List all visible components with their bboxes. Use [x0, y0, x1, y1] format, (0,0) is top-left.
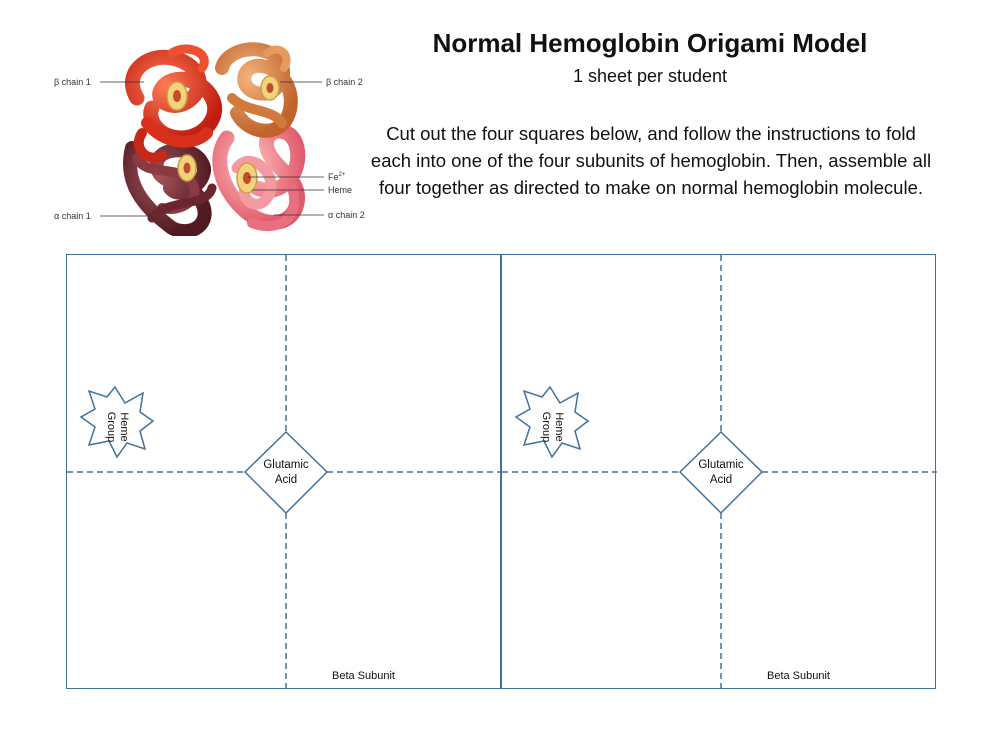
alpha-chain-1-shape	[130, 148, 212, 231]
fe-label-text: Fe	[328, 172, 339, 182]
cutout-square-2	[501, 254, 936, 689]
alpha-chain-2-shape	[220, 131, 298, 226]
instructions-text: Cut out the four squares below, and follow the instructions to fold each into one of the four subunits of hemoglobin. Then, assemble all four together as directed to make on normal hemoglobin molecule.	[370, 123, 932, 198]
fe-label	[328, 172, 346, 182]
beta-chain-1-label: β chain 1	[54, 77, 91, 87]
heme-group-label: Heme Group	[540, 411, 565, 443]
alpha-chain-1-label: α chain 1	[54, 211, 91, 221]
heme-label: Heme	[328, 185, 353, 195]
beta-chain-2-shape	[222, 49, 291, 130]
beta-chain-2-label: β chain 2	[326, 77, 363, 87]
alpha-chain-2-label: α chain 2	[328, 210, 365, 220]
glutamic-acid-label: Glutamic Acid	[698, 459, 744, 486]
cutout-square-1	[66, 254, 501, 689]
glutamic-acid-label: Glutamic Acid	[263, 459, 309, 486]
beta-subunit-label: Beta Subunit	[767, 670, 830, 682]
fe-superscript: 2+	[338, 172, 346, 178]
page-title: Normal Hemoglobin Origami Model	[432, 28, 868, 58]
hemoglobin-illustration	[52, 38, 374, 236]
page-subtitle: 1 sheet per student	[572, 66, 728, 86]
beta-subunit-label: Beta Subunit	[332, 670, 395, 682]
hemoglobin-structure-image	[52, 38, 374, 236]
heme-group-label: Heme Group	[105, 411, 130, 443]
